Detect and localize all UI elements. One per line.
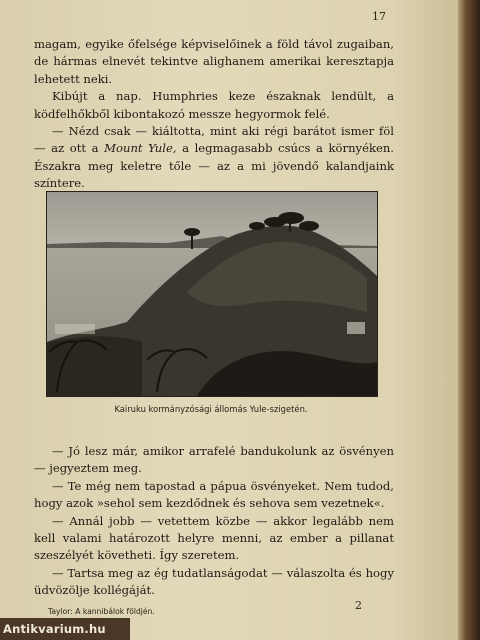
hill-island-illustration [47, 192, 377, 396]
landscape-photo [46, 191, 378, 397]
paragraph: Kibújt a nap. Humphries keze északnak lendült, a ködfelhőkből kibontakozó messze hegyormok felé. [34, 89, 394, 121]
dialogue-paragraph [34, 123, 394, 193]
book-spine [458, 0, 480, 640]
photo-caption: Kairuku kormányzósági állomás Yule-szigetén. [114, 404, 308, 414]
top-text-block [34, 36, 394, 193]
watermark-logo: Antikvarium.hu [0, 618, 130, 640]
bottom-text-block [34, 443, 394, 600]
paragraph: — Tartsa meg az ég tudatlanságodat — válaszolta és hogy üdvözölje kollégáját. [34, 565, 394, 598]
paragraph: — Te még nem tapostad a pápua ösvényeket. Nem tudod, hogy azok »sehol sem kezdődnek és sehova sem vezetnek«. [34, 478, 394, 511]
mountain-name: Mount Yule [104, 141, 173, 156]
page-number: 17 [372, 10, 386, 23]
paragraph: — Annál jobb — vetettem közbe — akkor legalább nem kell valami határozott helyre menni, az ember a pillanat szeszélyét követheti. Így szeretem. [34, 513, 394, 563]
paragraph: magam, egyike őfelsége képviselőinek a föld távol zugaiban, de hármas elnevét tekintve alighanem amerikai keresztapja lehetett neki. [34, 37, 394, 86]
dialogue-text: , a legmagasabb csúcs a környéken. Északra meg keletre tőle — az a mi jövendő kalandjaink színtere. [34, 141, 394, 191]
paragraph: — Jó lesz már, amikor arrafelé bandukolunk az ösvényen — jegyeztem meg. [34, 444, 394, 476]
dialogue-text: — Nézd csak — kiáltotta, mint aki régi barátot ismer föl — az ott a [34, 124, 394, 156]
signature-mark: 2 [355, 599, 362, 612]
footer-title: Taylor: A kannibálok földjén. [48, 607, 155, 616]
